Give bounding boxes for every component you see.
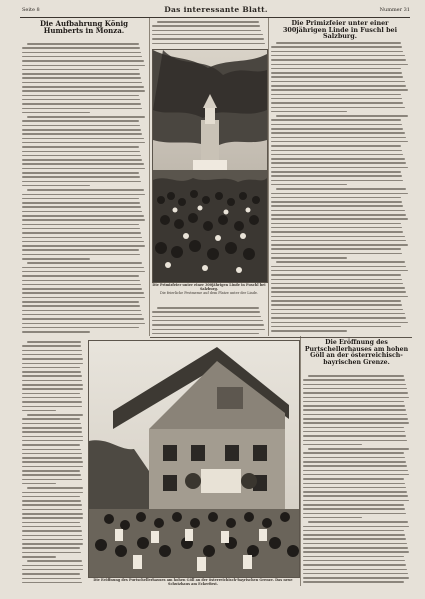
text-line: [152, 329, 265, 331]
text-line: [152, 43, 265, 45]
column-divider: [149, 18, 150, 336]
text-line: [303, 483, 405, 485]
text-line: [303, 564, 406, 566]
text-line: [22, 280, 140, 282]
text-line: [22, 363, 83, 365]
text-line: [22, 535, 82, 537]
purtscheller-caption: Die Eröffnung des Purtschellerhauses am hohen Göll an der österreichisch-bayrischen Grenze. Das neue Schutzhaus am Eckerfirst.: [93, 578, 293, 587]
text-line: [303, 435, 406, 437]
text-line: [22, 120, 139, 122]
text-line: [22, 371, 81, 373]
text-line: [271, 317, 406, 319]
text-line: [22, 517, 83, 519]
text-line: [303, 569, 407, 571]
text-line: [271, 72, 402, 74]
text-line: [22, 133, 142, 135]
text-line: [22, 163, 144, 165]
text-line: [22, 327, 139, 329]
text-line: [22, 310, 141, 312]
text-line: [22, 185, 90, 187]
text-line: [22, 522, 80, 524]
text-line: [22, 112, 90, 114]
text-line: [22, 142, 145, 144]
text-line: [271, 150, 402, 152]
text-line: [303, 418, 408, 420]
text-line: [271, 137, 406, 139]
text-line: [22, 509, 82, 511]
primiz-caption-sub: Die feierliche Festmesse auf dem Platze unter der Linde.: [160, 291, 258, 296]
text-line: [22, 138, 144, 140]
text-line: [271, 167, 408, 169]
article-body-primiz: [271, 41, 409, 333]
text-line: [22, 500, 81, 502]
header-rule: [20, 17, 410, 18]
text-line: [22, 449, 81, 451]
text-line: [271, 59, 406, 61]
text-line: [22, 254, 140, 256]
masthead-title: Das interessante Blatt.: [164, 5, 268, 14]
text-line: [22, 582, 82, 584]
text-line: [303, 500, 409, 502]
text-line: [271, 162, 406, 164]
text-line: [22, 267, 144, 269]
text-line: [22, 125, 140, 127]
text-line: [22, 350, 82, 352]
text-line: [276, 261, 405, 263]
text-line: [22, 86, 144, 88]
text-line: [22, 271, 145, 273]
text-line: [22, 95, 139, 97]
text-line: [271, 210, 405, 212]
text-line: [303, 465, 407, 467]
text-line: [22, 440, 83, 442]
text-line: [22, 547, 80, 549]
text-line: [271, 291, 406, 293]
text-line: [271, 283, 403, 285]
primiz-photo-image: [153, 50, 267, 282]
text-line: [22, 159, 142, 161]
text-line: [22, 354, 82, 356]
text-line: [22, 496, 80, 498]
text-line: [271, 107, 405, 109]
text-line: [271, 309, 403, 311]
text-line: [22, 569, 83, 571]
text-line: [271, 236, 405, 238]
text-line: [22, 198, 139, 200]
text-line: [22, 406, 82, 408]
article-body-text: [0, 0, 1, 1]
text-line: [271, 304, 402, 306]
column-divider: [300, 336, 301, 586]
text-line: [22, 90, 145, 92]
text-line: [303, 508, 405, 510]
text-line: [22, 228, 140, 230]
text-line: [271, 218, 408, 220]
text-line: [303, 414, 407, 416]
text-line: [271, 111, 347, 113]
text-line: [271, 154, 403, 156]
text-line: [22, 423, 81, 425]
text-line: [303, 401, 404, 403]
text-line: [22, 103, 141, 105]
text-line: [22, 530, 82, 532]
text-line: [276, 42, 401, 44]
text-line: [22, 155, 141, 157]
text-line: [22, 241, 144, 243]
text-line: [303, 577, 409, 579]
text-line: [22, 288, 142, 290]
text-line: [271, 253, 402, 255]
text-line: [22, 82, 142, 84]
text-line: [303, 397, 409, 399]
text-line: [22, 444, 80, 446]
text-line: [271, 81, 405, 83]
text-line: [22, 194, 145, 196]
text-line: [303, 560, 405, 562]
primiz-photo: [152, 49, 268, 283]
text-line: [22, 436, 83, 438]
text-line: [27, 189, 144, 191]
text-line: [271, 171, 401, 173]
text-line: [271, 266, 406, 268]
article-headline-purtscheller: Die Eröffnung des Purtschellerhauses am hohen Göll an der österreichisch-bayrischen Grenze.: [304, 339, 409, 366]
text-line: [22, 457, 82, 459]
text-line: [22, 215, 144, 217]
text-line: [271, 201, 402, 203]
article-body-purtscheller: [303, 374, 410, 586]
text-line: [22, 380, 82, 382]
text-line: [303, 547, 408, 549]
text-line: [22, 305, 140, 307]
text-line: [303, 392, 408, 394]
text-line: [22, 552, 81, 554]
text-line: [271, 124, 402, 126]
text-line: [22, 345, 81, 347]
text-line: [22, 526, 81, 528]
text-line: [271, 287, 405, 289]
article-body-humbert: [22, 42, 146, 335]
text-line: [22, 578, 81, 580]
purtscheller-photo-image: [89, 341, 299, 577]
text-line: [308, 375, 404, 377]
text-line: [152, 333, 259, 335]
text-line: [271, 193, 408, 195]
text-line: [271, 244, 408, 246]
text-line: [276, 115, 408, 117]
text-line: [22, 151, 140, 153]
text-line: [22, 224, 139, 226]
text-line: [271, 279, 402, 281]
text-line: [22, 314, 142, 316]
text-line: [271, 326, 401, 328]
text-line: [303, 513, 406, 515]
text-line: [303, 526, 409, 528]
purtscheller-photo: [88, 340, 300, 578]
text-line: [308, 521, 408, 523]
text-line: [303, 444, 362, 446]
text-line: [22, 323, 145, 325]
text-line: [271, 227, 402, 229]
text-line: [22, 52, 141, 54]
text-line: [22, 331, 90, 333]
text-line: [152, 30, 261, 32]
text-line: [303, 405, 405, 407]
text-line: [22, 129, 141, 131]
text-line: [22, 483, 56, 485]
text-line: [271, 46, 402, 48]
text-line: [22, 47, 140, 49]
text-line: [271, 248, 401, 250]
text-line: [27, 116, 145, 118]
text-line: [271, 68, 401, 70]
text-line: [271, 270, 408, 272]
text-line: [308, 448, 409, 450]
text-line: [157, 307, 259, 309]
text-line: [27, 262, 142, 264]
text-line: [22, 69, 139, 71]
text-line: [303, 573, 408, 575]
text-line: [22, 427, 82, 429]
text-line: [22, 245, 145, 247]
text-line: [152, 34, 263, 36]
text-line: [271, 223, 401, 225]
text-line: [303, 556, 404, 558]
text-line: [303, 538, 406, 540]
text-line: [271, 274, 401, 276]
text-line: [271, 145, 401, 147]
article-body-humbert-tail: [152, 306, 266, 336]
article-body-text: [0, 0, 1, 1]
text-line: [271, 231, 403, 233]
text-line: [22, 474, 81, 476]
text-line: [22, 565, 83, 567]
text-line: [22, 275, 139, 277]
text-line: [152, 316, 261, 318]
column-divider: [268, 18, 269, 336]
text-line: [271, 132, 405, 134]
text-line: [303, 581, 404, 583]
text-line: [22, 492, 83, 494]
text-line: [303, 551, 409, 553]
text-line: [22, 388, 83, 390]
text-line: [271, 313, 405, 315]
page-number: Seite 8: [22, 7, 40, 13]
text-line: [22, 318, 144, 320]
text-line: [22, 176, 140, 178]
text-line: [303, 530, 404, 532]
text-line: [152, 25, 260, 27]
text-line: [271, 175, 402, 177]
text-line: [22, 384, 83, 386]
text-line: [22, 258, 90, 260]
text-line: [22, 181, 141, 183]
text-line: [303, 517, 362, 519]
text-line: [303, 427, 404, 429]
text-line: [22, 202, 140, 204]
text-line: [152, 311, 260, 313]
text-line: [271, 205, 403, 207]
text-line: [22, 418, 80, 420]
text-line: [22, 401, 82, 403]
text-line: [22, 60, 144, 62]
text-line: [271, 98, 402, 100]
article-body-text: [0, 0, 1, 1]
text-line: [271, 158, 405, 160]
article-headline-primiz: Die Primizfeier unter einer 300jährigen Linde in Fuschl bei Salzburg.: [282, 19, 398, 41]
text-line: [27, 414, 83, 416]
text-line: [271, 296, 408, 298]
text-line: [271, 76, 403, 78]
text-line: [22, 168, 145, 170]
text-line: [303, 384, 406, 386]
article-headline-humbert: Die Aufbahrung König Humberts in Monza.: [39, 19, 129, 36]
text-line: [271, 89, 408, 91]
text-line: [271, 240, 406, 242]
primiz-caption: [152, 283, 266, 296]
text-line: [303, 461, 406, 463]
text-line: [271, 330, 347, 332]
text-line: [152, 320, 263, 322]
text-line: [22, 431, 82, 433]
text-line: [303, 388, 407, 390]
text-line: [22, 206, 141, 208]
text-line: [271, 180, 403, 182]
text-line: [157, 21, 259, 23]
text-line: [22, 367, 80, 369]
text-line: [22, 77, 141, 79]
text-line: [271, 119, 401, 121]
text-line: [22, 543, 83, 545]
text-line: [22, 146, 139, 148]
running-header: [22, 4, 410, 16]
text-line: [303, 422, 409, 424]
text-line: [152, 38, 264, 40]
text-line: [303, 504, 404, 506]
text-line: [22, 219, 145, 221]
text-line: [271, 257, 347, 259]
text-line: [27, 43, 139, 45]
text-line: [27, 487, 83, 489]
text-line: [22, 556, 56, 558]
text-line: [303, 409, 406, 411]
text-line: [22, 410, 56, 412]
text-line: [303, 431, 405, 433]
text-line: [22, 301, 139, 303]
text-line: [27, 560, 82, 562]
text-line: [303, 379, 405, 381]
text-line: [303, 470, 408, 472]
primiz-caption-title: Die Primizfeier unter einer 300jährigen Linde in Fuschl bei Salzburg.: [152, 283, 266, 292]
text-line: [22, 479, 82, 481]
text-line: [271, 85, 406, 87]
text-line: [22, 393, 80, 395]
text-line: [22, 539, 83, 541]
text-line: [22, 292, 144, 294]
text-line: [303, 487, 406, 489]
text-line: [276, 188, 406, 190]
section-rule: [150, 337, 412, 338]
article-body-humbert-continued: [152, 20, 266, 48]
text-line: [22, 470, 80, 472]
text-line: [22, 504, 82, 506]
text-line: [271, 197, 401, 199]
text-line: [22, 573, 80, 575]
text-line: [22, 284, 141, 286]
text-line: [303, 457, 405, 459]
text-line: [152, 324, 264, 326]
text-line: [271, 184, 347, 186]
article-body-humbert-final: [22, 340, 84, 586]
text-line: [303, 491, 407, 493]
text-line: [22, 73, 140, 75]
text-line: [271, 94, 401, 96]
text-line: [303, 440, 407, 442]
text-line: [303, 534, 405, 536]
text-line: [22, 453, 82, 455]
text-line: [303, 478, 404, 480]
text-line: [271, 300, 401, 302]
text-line: [22, 466, 83, 468]
text-line: [27, 341, 81, 343]
text-line: [22, 211, 142, 213]
text-line: [303, 495, 408, 497]
text-line: [22, 172, 139, 174]
text-line: [22, 65, 145, 67]
text-line: [22, 232, 141, 234]
text-line: [22, 513, 83, 515]
text-line: [271, 64, 408, 66]
text-line: [22, 375, 82, 377]
text-line: [22, 358, 83, 360]
text-line: [271, 128, 403, 130]
text-line: [22, 108, 142, 110]
issue-number: Nummer 31: [379, 7, 410, 13]
text-line: [271, 322, 408, 324]
text-line: [22, 461, 83, 463]
text-line: [22, 297, 145, 299]
text-line: [303, 543, 407, 545]
text-line: [22, 249, 139, 251]
text-line: [271, 55, 405, 57]
text-line: [271, 141, 408, 143]
text-line: [22, 237, 142, 239]
text-line: [22, 56, 142, 58]
text-line: [271, 214, 406, 216]
text-line: [303, 474, 409, 476]
text-line: [22, 99, 140, 101]
text-line: [271, 51, 403, 53]
text-line: [303, 452, 404, 454]
text-line: [22, 397, 81, 399]
text-line: [271, 102, 403, 104]
